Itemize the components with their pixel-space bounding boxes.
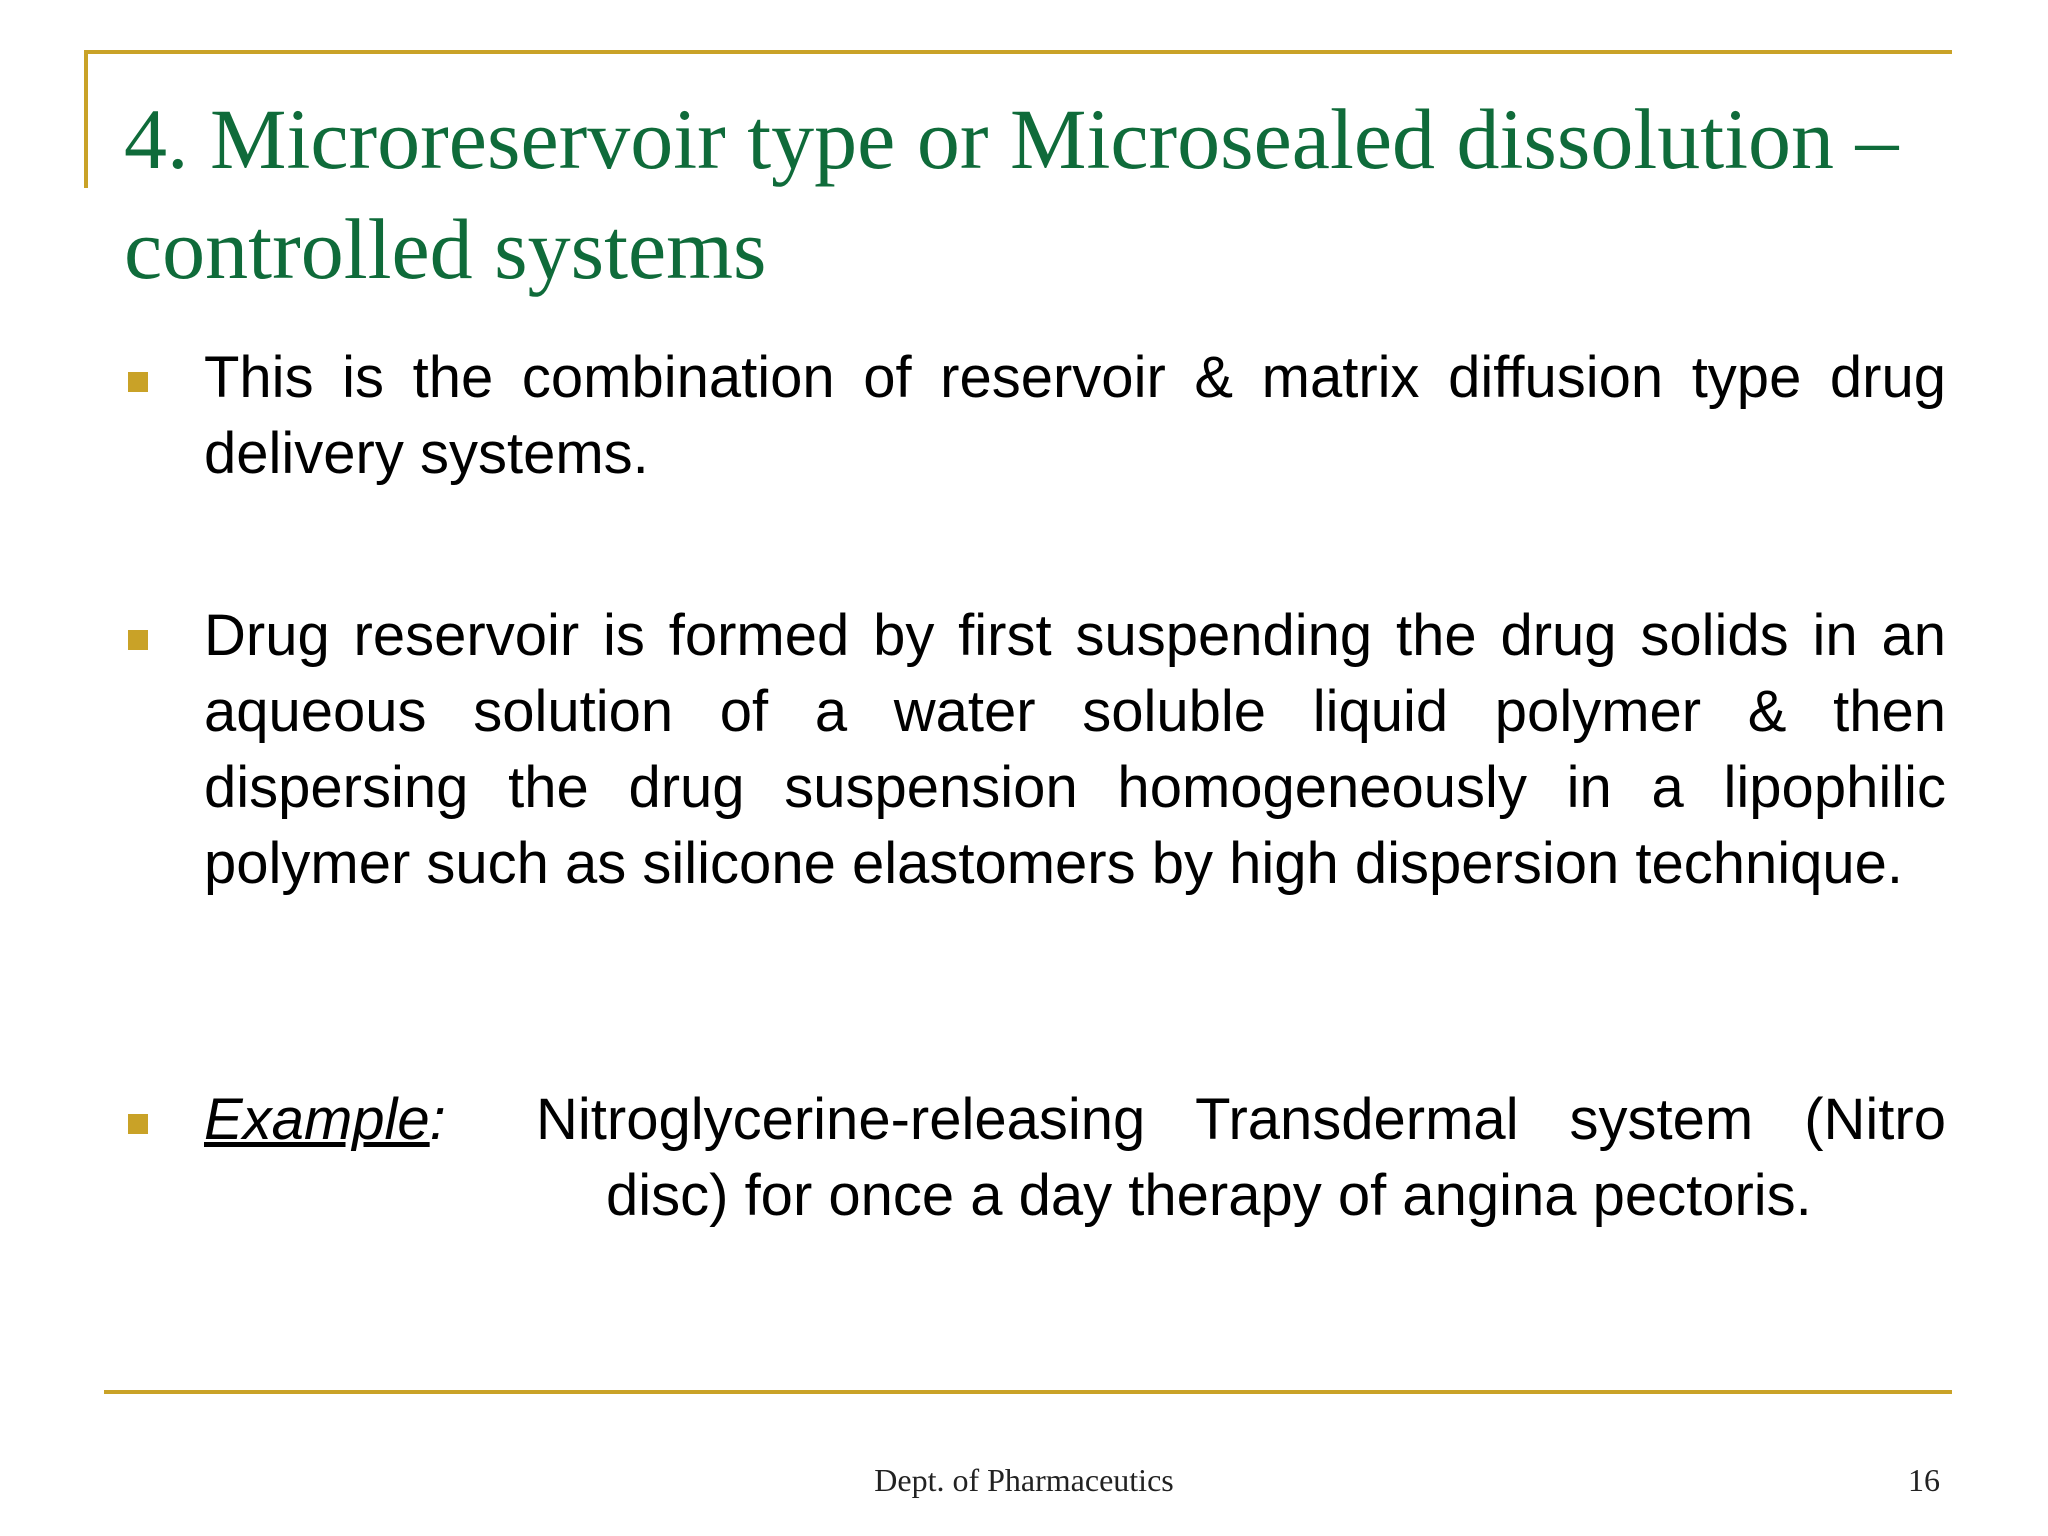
example-label-colon: : — [429, 1087, 446, 1152]
page-number: 16 — [1908, 1462, 1940, 1498]
footer-department: Dept. of Pharmaceutics — [874, 1462, 1174, 1498]
square-bullet-icon — [128, 1114, 148, 1134]
bullet-text: Drug reservoir is formed by first suspending the drug solids in an aqueous solution of a water soluble liquid polymer & then dispersing the drug suspension homogeneously in a lipophilic polymer such as silicone elastomers by high dispersion technique. — [204, 603, 1946, 896]
bullet-text: This is the combination of reservoir & matrix diffusion type drug delivery systems. — [204, 345, 1946, 486]
bottom-rule — [104, 1390, 1952, 1394]
example-label-word: Example — [204, 1087, 430, 1152]
slide-title: 4. Microreservoir type or Microsealed dissolution – controlled systems — [124, 91, 1899, 297]
example-text: Nitroglycerine-releasing Transdermal system (Nitro disc) for once a day therapy of angina pectoris. — [536, 1087, 1946, 1228]
square-bullet-icon — [128, 630, 148, 650]
square-bullet-icon — [128, 372, 148, 392]
example-label — [204, 1082, 446, 1158]
